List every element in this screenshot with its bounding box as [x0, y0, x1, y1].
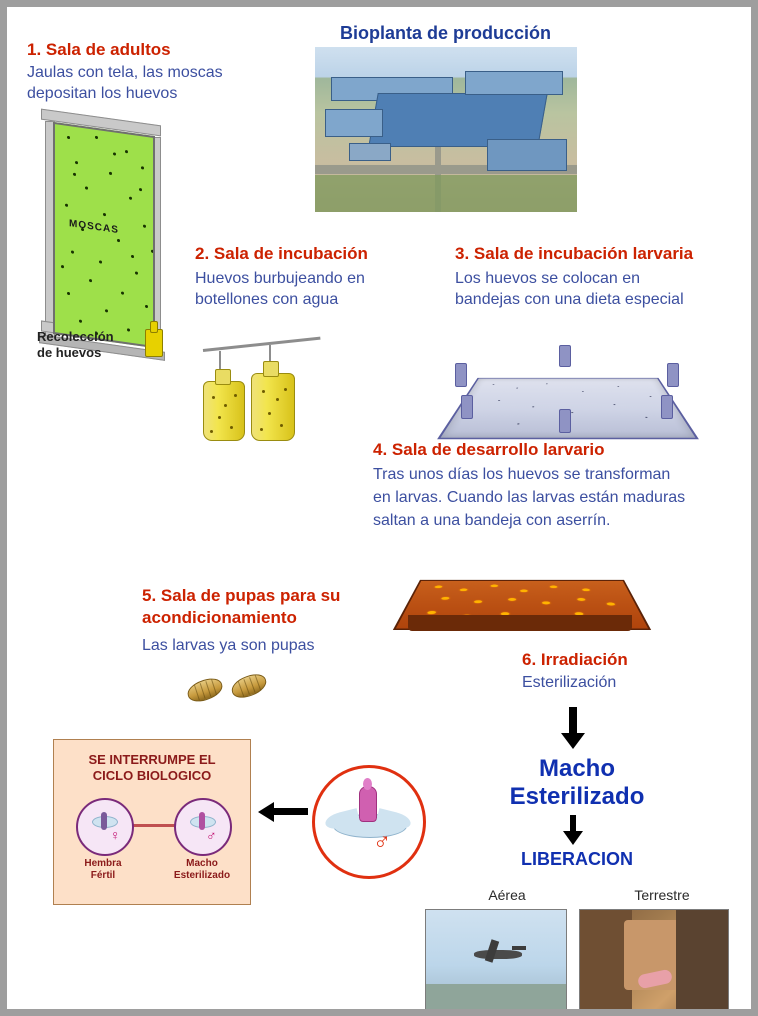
macho-esterilizado-line2: Esterilizado: [509, 783, 645, 810]
step2-body-line2: botellones con agua: [195, 291, 339, 308]
cage-mesh-panel: [53, 122, 155, 348]
mating-pair-circle: [312, 765, 426, 879]
arrow-down-irradiation: [561, 707, 585, 749]
male-symbol-icon: ♂: [373, 828, 391, 855]
page-title: Bioplanta de producción: [340, 23, 552, 43]
cage-label: MOSCAS: [69, 218, 119, 237]
step2-heading: 2. Sala de incubación: [195, 244, 368, 263]
female-label-line2: Fértil: [90, 870, 116, 881]
step1-body-line2: depositan los huevos: [27, 85, 178, 102]
step6-body-line1: Esterilización: [522, 674, 617, 691]
step5-heading-line1: 5. Sala de pupas para su: [142, 586, 341, 605]
release-ground-label: Terrestre: [634, 887, 690, 903]
larval-incubation-tray-illustration: [447, 337, 697, 437]
male-label-line2: Esterilizado: [173, 870, 231, 881]
step5-body-line1: Las larvas ya son pupas: [142, 637, 315, 654]
male-symbol-icon-small: ♂: [206, 827, 217, 843]
step5-heading-line2: acondicionamiento: [142, 608, 297, 627]
larval-development-tray-illustration: [402, 555, 652, 645]
cage-caption-line2: de huevos: [37, 345, 102, 360]
egg-collection-bottle: [145, 329, 163, 357]
liberacion-label: LIBERACION: [521, 849, 633, 869]
step3-body-line1: Los huevos se colocan en: [455, 270, 641, 287]
step4-body-line2: en larvas. Cuando las larvas están maduras: [373, 489, 686, 506]
ground-release-photo: [579, 909, 729, 1011]
arrow-down-liberacion: [561, 815, 585, 847]
interrupt-title-line2: CICLO BIOLOGICO: [92, 768, 212, 783]
step6-heading: 6. Irradiación: [522, 650, 628, 669]
step1-body-line1: Jaulas con tela, las moscas: [27, 64, 223, 81]
step3-body-line2: bandejas con una dieta especial: [455, 291, 684, 308]
cage-caption-line1: Recolección: [37, 329, 114, 344]
step2-body-line1: Huevos burbujeando en: [195, 270, 365, 287]
step4-heading: 4. Sala de desarrollo larvario: [373, 440, 605, 459]
female-label-line1: Hembra: [84, 858, 122, 869]
male-fly-symbol: [174, 798, 232, 856]
male-label-line1: Macho: [186, 858, 218, 869]
release-air-label: Aérea: [488, 887, 526, 903]
aerial-release-photo: [425, 909, 567, 1011]
bioplanta-photo: [315, 47, 577, 212]
arrow-left-interrupt: [258, 802, 308, 822]
step3-heading: 3. Sala de incubación larvaria: [455, 244, 694, 263]
macho-esterilizado-line1: Macho: [538, 755, 615, 782]
incubation-bottles-illustration: [195, 337, 335, 447]
step1-heading: 1. Sala de adultos: [27, 40, 171, 59]
step4-body-line3: saltan a una bandeja con aserrín.: [373, 512, 611, 529]
interrupt-cycle-box: [53, 739, 251, 905]
female-symbol-icon: ♀: [110, 827, 121, 843]
interrupt-title-line1: SE INTERRUMPE EL: [88, 752, 216, 767]
female-fly-symbol: [76, 798, 134, 856]
pupae-illustration: [187, 672, 297, 712]
step4-body-line1: Tras unos días los huevos se transforman: [373, 466, 671, 483]
